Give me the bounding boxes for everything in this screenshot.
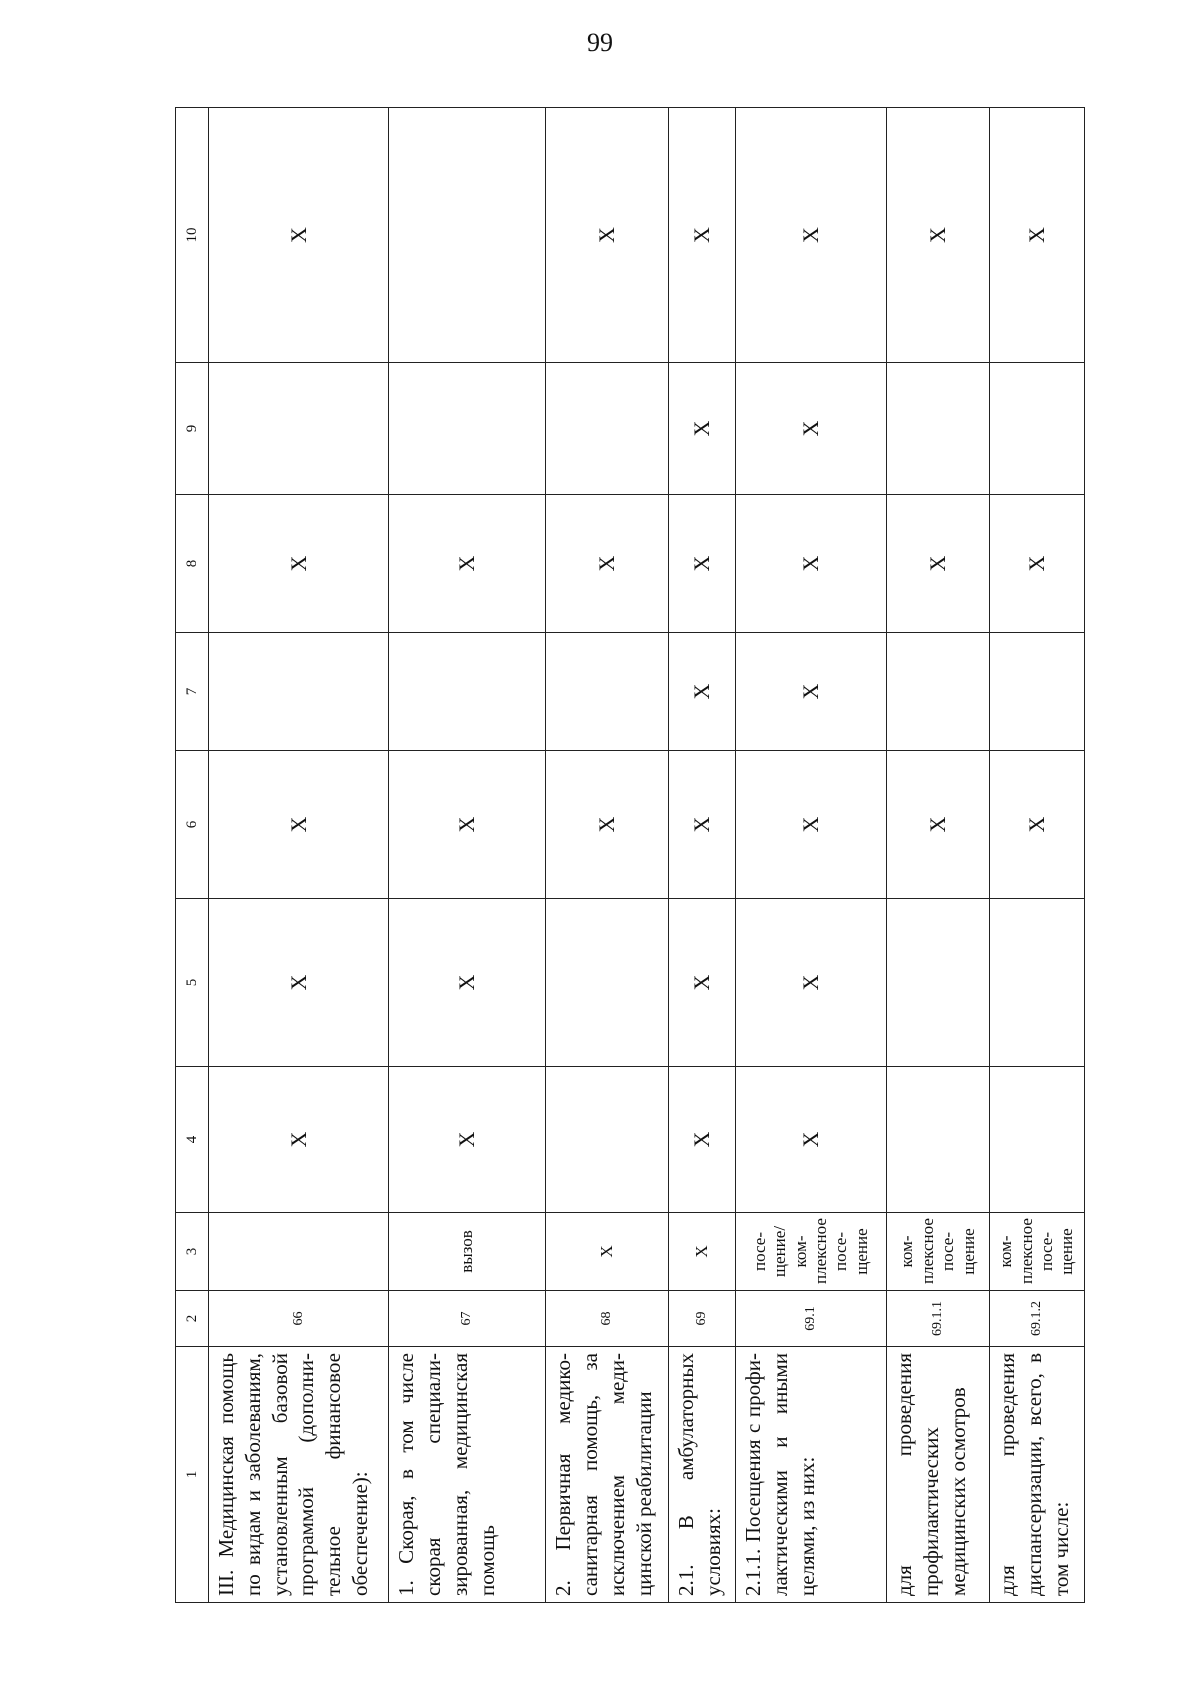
cell-col-4: [545, 1067, 668, 1213]
table-container: [175, 108, 1085, 1603]
cell-col-7: [887, 633, 990, 751]
column-number: 1: [176, 1347, 209, 1603]
row-code: 67: [389, 1291, 546, 1347]
cell-col-8: X: [990, 495, 1085, 633]
cell-col-9: X: [669, 363, 735, 495]
cell-col-4: X: [735, 1067, 886, 1213]
row-code: 69.1.2: [990, 1291, 1085, 1347]
cell-col-7: X: [735, 633, 886, 751]
cell-col-6: X: [990, 751, 1085, 899]
row-description: 2.1. В амбулаторных условиях:: [669, 1347, 735, 1603]
column-number-row: [176, 108, 209, 1603]
row-description: 2.1.1. Посещения с профи-лактическими и иными целями, из них:: [735, 1347, 886, 1603]
cell-col-6: X: [545, 751, 668, 899]
cell-col-4: [990, 1067, 1085, 1213]
cell-col-4: [887, 1067, 990, 1213]
table-row: [208, 108, 388, 1603]
cell-col-9: [208, 363, 388, 495]
page-number: 99: [587, 28, 613, 57]
column-number: 5: [176, 899, 209, 1067]
column-number: 6: [176, 751, 209, 899]
cell-col-6: X: [669, 751, 735, 899]
cell-col-7: [208, 633, 388, 751]
cell-col-8: X: [545, 495, 668, 633]
cell-col-5: [545, 899, 668, 1067]
cell-col-10: X: [735, 108, 886, 363]
column-number: 10: [176, 108, 209, 363]
cell-col-6: X: [208, 751, 388, 899]
unit-of-measure: вызов: [389, 1213, 546, 1291]
cell-col-9: [389, 363, 546, 495]
cell-col-5: X: [669, 899, 735, 1067]
cell-col-5: X: [208, 899, 388, 1067]
rotated-table: [175, 108, 1085, 1603]
cell-col-10: X: [545, 108, 668, 363]
cell-col-6: X: [887, 751, 990, 899]
row-description: III. Медицинская помощь по видам и заболеваниям, установленным базовой программой (дополни-тельное финансовое обеспечение):: [208, 1347, 388, 1603]
cell-col-7: [545, 633, 668, 751]
table-row: [669, 108, 735, 1603]
cell-col-10: X: [990, 108, 1085, 363]
table-row: [990, 108, 1085, 1603]
row-description: 2. Первичная медико-санитарная помощь, за исключением меди-цинской реабилитации: [545, 1347, 668, 1603]
cell-col-5: [887, 899, 990, 1067]
cell-col-9: [887, 363, 990, 495]
column-number: 8: [176, 495, 209, 633]
column-number: 9: [176, 363, 209, 495]
unit-of-measure: X: [545, 1213, 668, 1291]
cell-col-6: X: [735, 751, 886, 899]
cell-col-8: X: [389, 495, 546, 633]
cell-col-10: X: [669, 108, 735, 363]
table-row: [545, 108, 668, 1603]
column-number: 4: [176, 1067, 209, 1213]
cell-col-9: [990, 363, 1085, 495]
unit-of-measure: ком-плексное посе-щение: [990, 1213, 1085, 1291]
cell-col-7: [990, 633, 1085, 751]
cell-col-10: X: [887, 108, 990, 363]
cell-col-5: X: [389, 899, 546, 1067]
cell-col-10: X: [208, 108, 388, 363]
row-description: 1. Скорая, в том числе скорая специали-зированная, медицинская помощь: [389, 1347, 546, 1603]
cell-col-10: [389, 108, 546, 363]
table-row: [887, 108, 990, 1603]
cell-col-9: [545, 363, 668, 495]
row-code: 69.1: [735, 1291, 886, 1347]
table-row: [735, 108, 886, 1603]
unit-of-measure: ком-плексное посе-щение: [887, 1213, 990, 1291]
cell-col-6: X: [389, 751, 546, 899]
column-number: 7: [176, 633, 209, 751]
row-code: 66: [208, 1291, 388, 1347]
cell-col-8: X: [669, 495, 735, 633]
table-row: [389, 108, 546, 1603]
unit-of-measure: посе-щение/ком-плексное посе-щение: [735, 1213, 886, 1291]
column-number: 3: [176, 1213, 209, 1291]
row-code: 69.1.1: [887, 1291, 990, 1347]
cell-col-4: X: [389, 1067, 546, 1213]
cell-col-4: X: [208, 1067, 388, 1213]
data-table: [175, 107, 1085, 1603]
cell-col-5: [990, 899, 1085, 1067]
row-description: для проведения диспансеризации, всего, в том числе:: [990, 1347, 1085, 1603]
cell-col-5: X: [735, 899, 886, 1067]
cell-col-7: [389, 633, 546, 751]
unit-of-measure: X: [669, 1213, 735, 1291]
cell-col-9: X: [735, 363, 886, 495]
column-number: 2: [176, 1291, 209, 1347]
cell-col-8: X: [208, 495, 388, 633]
cell-col-8: X: [735, 495, 886, 633]
unit-of-measure: [208, 1213, 388, 1291]
cell-col-4: X: [669, 1067, 735, 1213]
row-code: 69: [669, 1291, 735, 1347]
cell-col-7: X: [669, 633, 735, 751]
cell-col-8: X: [887, 495, 990, 633]
row-description: для проведения профилактических медицинских осмотров: [887, 1347, 990, 1603]
row-code: 68: [545, 1291, 668, 1347]
